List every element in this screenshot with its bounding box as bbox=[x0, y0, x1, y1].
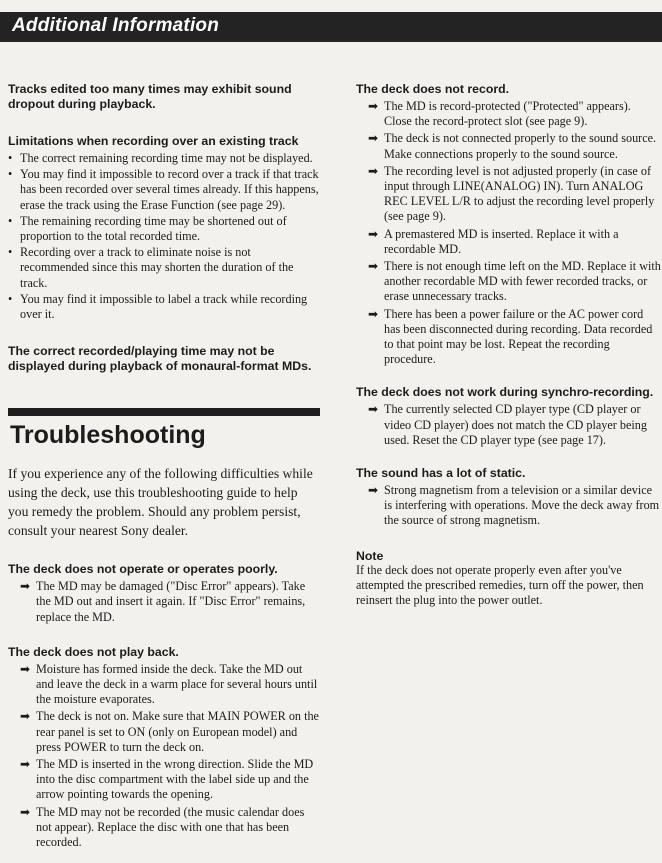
arrow-right-icon: ➡ bbox=[368, 99, 379, 113]
problem-heading-synchro: The deck does not work during synchro-recording. bbox=[356, 385, 654, 400]
list-item: ➡ The deck is not on. Make sure that MAIN POWER on the rear panel is set to ON (only on European model) and press POWER to turn the deck on. bbox=[20, 709, 319, 754]
bullet-icon: • bbox=[8, 291, 13, 306]
arrow-right-icon: ➡ bbox=[368, 306, 379, 321]
tracks-dropout-heading: Tracks edited too many times may exhibit sound dropout during playback. bbox=[8, 82, 292, 111]
problem-list-record bbox=[356, 99, 661, 367]
list-item: ➡ Moisture has formed inside the deck. Take the MD out and leave the deck in a warm place for several hours until the moisture evaporates. bbox=[20, 661, 318, 707]
list-item: ➡ The recording level is not adjusted properly (in case of input through LINE(ANALOG) IN). Turn ANALOG REC LEVEL L/R to adjust the recording level properly (see page 9). bbox=[368, 163, 655, 224]
note-heading: Note bbox=[356, 548, 384, 563]
problem-heading-operate: The deck does not operate or operates poorly. bbox=[8, 562, 278, 577]
problem-heading-static: The sound has a lot of static. bbox=[356, 466, 526, 481]
list-item: • The correct remaining recording time may not be displayed. bbox=[8, 151, 313, 165]
arrow-right-icon: ➡ bbox=[20, 579, 31, 594]
problem-heading-playback: The deck does not play back. bbox=[8, 644, 179, 659]
arrow-right-icon: ➡ bbox=[20, 661, 31, 676]
problem-list-operate bbox=[8, 579, 320, 625]
problem-list-synchro bbox=[356, 402, 661, 448]
problem-list-static bbox=[356, 483, 661, 529]
bullet-icon: • bbox=[8, 213, 13, 228]
limitations-heading: Limitations when recording over an existing track bbox=[8, 134, 299, 148]
arrow-right-icon: ➡ bbox=[20, 709, 31, 724]
limitations-list bbox=[8, 151, 320, 322]
left-column bbox=[8, 82, 320, 852]
list-item: ➡ The MD is inserted in the wrong direction. Slide the MD into the disc compartment with the label side up and the arrow pointing towards the opening. bbox=[20, 757, 314, 802]
bullet-icon: • bbox=[8, 245, 13, 260]
arrow-right-icon: ➡ bbox=[368, 402, 379, 417]
arrow-right-icon: ➡ bbox=[368, 259, 379, 274]
right-column bbox=[356, 82, 661, 608]
list-item: ➡ A premastered MD is inserted. Replace it with a recordable MD. bbox=[368, 226, 619, 256]
list-item: ➡ Strong magnetism from a television or a similar device is interfering with operations. Move the deck away from the source of strong magnetism. bbox=[368, 483, 660, 528]
monaural-time-heading: The correct recorded/playing time may not be displayed during playback of monaural-format MDs. bbox=[8, 344, 312, 374]
list-item: ➡ The MD is record-protected ("Protected" appears). Close the record-protect slot (see page 9). bbox=[368, 99, 631, 129]
arrow-right-icon: ➡ bbox=[20, 804, 31, 819]
bullet-icon: • bbox=[8, 167, 13, 182]
list-item: ➡ The MD may be damaged ("Disc Error" appears). Take the MD out and insert it again. If "Disc Error" remains, replace the MD. bbox=[20, 579, 306, 624]
arrow-right-icon: ➡ bbox=[368, 483, 379, 498]
list-item: ➡ The currently selected CD player type (CD player or video CD player) does not match the CD player being used. Reset the CD player type (see page 17). bbox=[368, 402, 647, 447]
list-item: ➡ There is not enough time left on the MD. Replace it with another recordable MD with fewer recorded tracks, or erase unnecessary tracks. bbox=[368, 259, 661, 304]
list-item: • You may find it impossible to record over a track if that track has been recorded over several times already. If this happens, erase the track using the Erase Function (see page 29). bbox=[8, 167, 319, 212]
arrow-right-icon: ➡ bbox=[368, 226, 379, 241]
arrow-right-icon: ➡ bbox=[368, 131, 379, 146]
section-rule bbox=[8, 408, 320, 416]
list-item: ➡ There has been a power failure or the AC power cord has been disconnected during recording. Data recorded to that point may be lost. Repeat the recording procedure. bbox=[368, 306, 653, 367]
troubleshooting-title: Troubleshooting bbox=[10, 421, 206, 450]
list-item: ➡ The MD may not be recorded (the music calendar does not appear). Replace the disc with one that has been recorded. bbox=[20, 804, 305, 850]
list-item: ➡ The deck is not connected properly to the sound source. Make connections properly to the sound source. bbox=[368, 131, 657, 161]
section-title: Additional Information bbox=[12, 15, 220, 36]
problem-list-playback bbox=[8, 662, 320, 850]
arrow-right-icon: ➡ bbox=[368, 163, 379, 178]
arrow-right-icon: ➡ bbox=[20, 757, 31, 772]
bullet-icon: • bbox=[8, 151, 13, 165]
list-item: • You may find it impossible to label a track while recording over it. bbox=[8, 291, 308, 322]
section-header-band bbox=[0, 12, 662, 42]
list-item: • The remaining recording time may be shortened out of proportion to the total recorded time. bbox=[8, 213, 287, 244]
list-item: • Recording over a track to eliminate noise is not recommended since this may shorten the duration of the track. bbox=[8, 245, 294, 290]
note-text: If the deck does not operate properly even after you've attempted the prescribed remedies, turn off the power, then reinsert the plug into the power outlet. bbox=[356, 562, 644, 608]
troubleshooting-intro: If you experience any of the following difficulties while using the deck, use this troubleshooting guide to help you remedy the problem. Should any problem persist, consult your nearest Sony dealer. bbox=[8, 466, 313, 539]
problem-heading-record: The deck does not record. bbox=[356, 82, 510, 96]
